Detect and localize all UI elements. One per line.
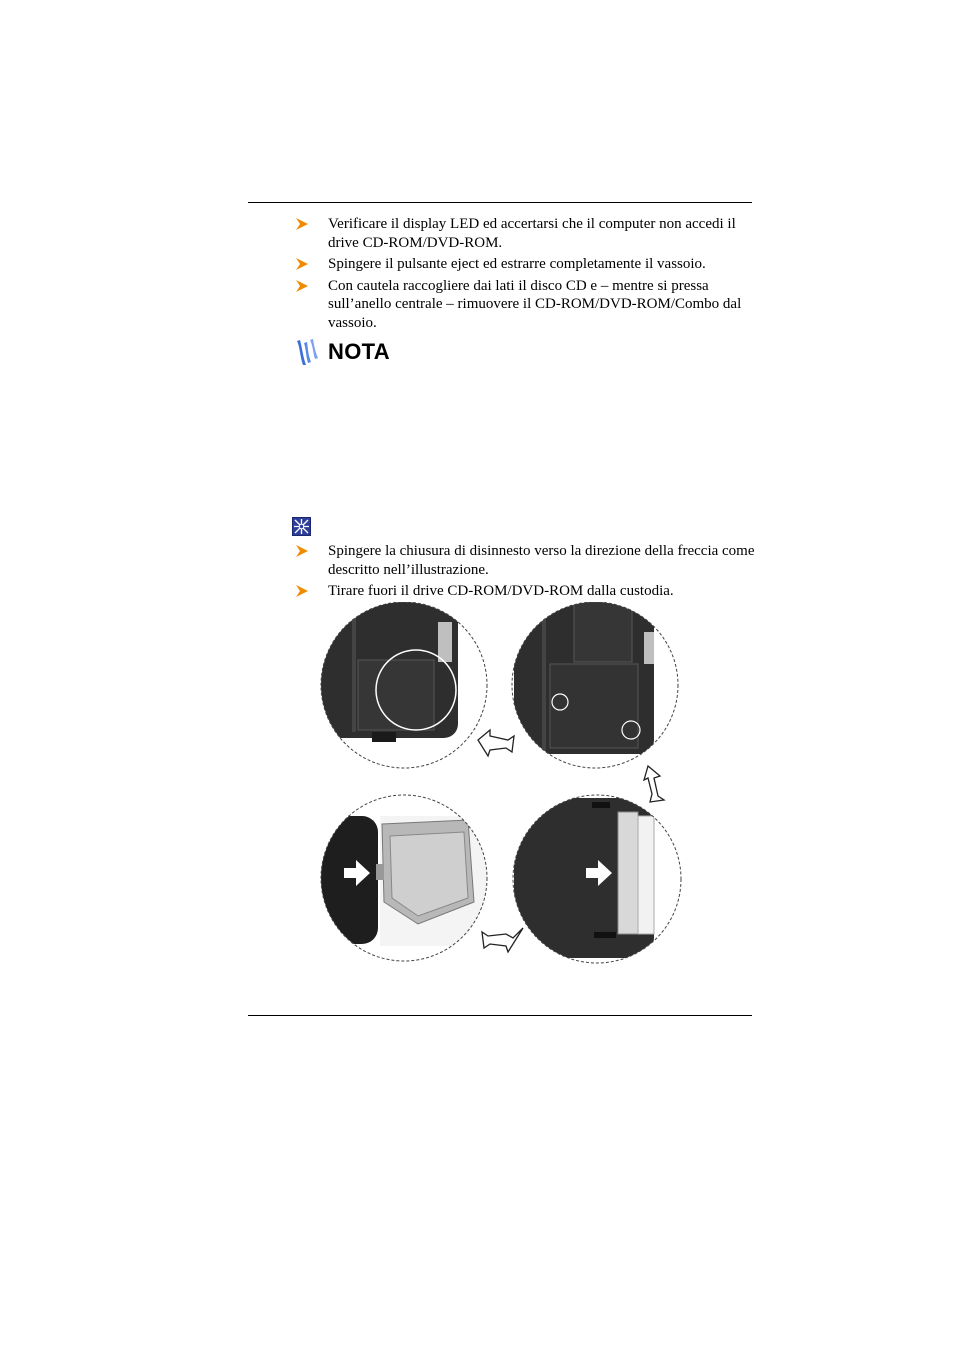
- step-2-image: [512, 602, 678, 768]
- list-item-text: Verificare il display LED ed accertarsi che il computer non accedi il drive CD-ROM/DVD-ROM.: [328, 216, 736, 251]
- arrow-bullet-icon: [295, 544, 309, 558]
- list-item-text: Spingere la chiusura di disinnesto verso la direzione della freccia come descritto nell’illustrazione.: [328, 543, 755, 578]
- step-4-image: [513, 795, 681, 963]
- arrow-bullet-icon: [295, 584, 309, 598]
- step-3-image: [318, 795, 490, 961]
- arrow-step1-to-step2-icon: [478, 730, 514, 756]
- header-rule: [248, 202, 752, 203]
- arrow-bullet-icon: [295, 217, 309, 231]
- list-item: [295, 542, 755, 579]
- arrow-step2-to-step4-icon: [644, 766, 664, 802]
- steps-list-eject: [295, 215, 755, 335]
- list-item-text: Tirare fuori il drive CD-ROM/DVD-ROM dalla custodia.: [328, 583, 674, 599]
- list-item: [295, 255, 755, 274]
- arrow-bullet-icon: [295, 257, 309, 271]
- note-heading: [294, 336, 390, 368]
- caution-icon: [292, 517, 311, 536]
- footer-rule: [248, 1015, 752, 1016]
- list-item: [295, 582, 755, 601]
- arrow-bullet-icon: [295, 279, 309, 293]
- list-item-text: Con cautela raccogliere dai lati il disco CD e – mentre si pressa sull’anello centrale – rimuovere il CD-ROM/DVD-ROM/Combo dal vassoio.: [328, 277, 742, 331]
- list-item-text: Spingere il pulsante eject ed estrarre completamente il vassoio.: [328, 256, 706, 272]
- list-item: [295, 215, 755, 252]
- drive-removal-illustration: [318, 602, 690, 968]
- arrow-step4-to-step3-icon: [482, 928, 523, 952]
- note-title: NOTA: [328, 339, 390, 364]
- step-1-image: [318, 602, 487, 768]
- steps-list-remove-drive: [295, 542, 755, 604]
- list-item: [295, 277, 755, 333]
- note-icon: [294, 337, 322, 367]
